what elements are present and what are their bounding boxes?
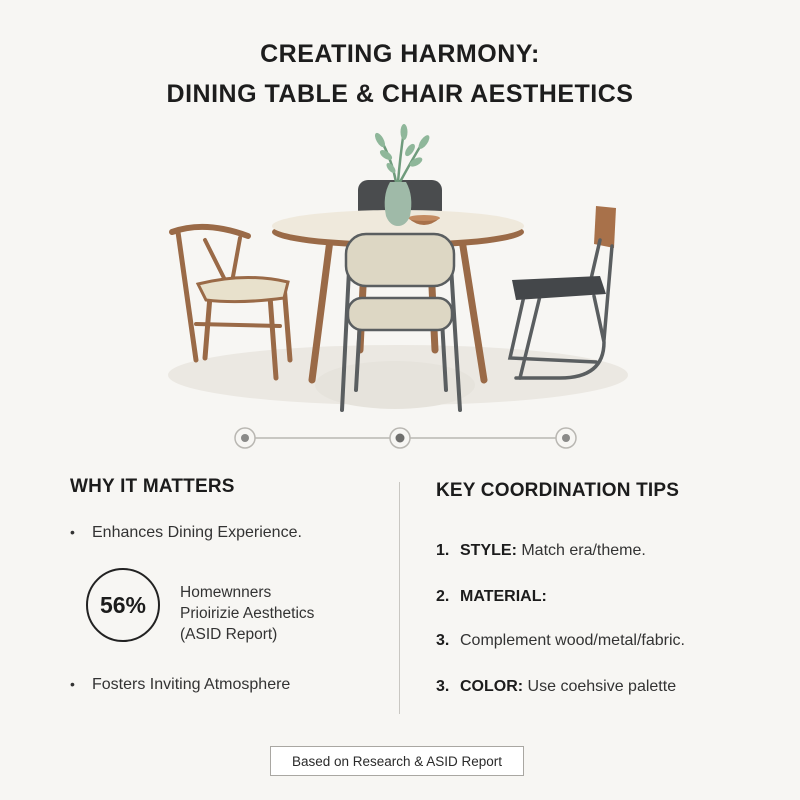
page-title: [0, 34, 800, 114]
stat-line-1: Homewnners: [180, 584, 272, 601]
tip-text: Use coehsive palette: [523, 678, 677, 695]
step-dot-3[interactable]: [556, 428, 576, 448]
tip-number: 1.: [436, 542, 450, 559]
wishbone-seat: [198, 277, 288, 301]
step-dot-1[interactable]: [235, 428, 255, 448]
step-dot-2[interactable]: [390, 428, 410, 448]
tip-key: COLOR:: [460, 678, 524, 695]
tip-item: [436, 632, 685, 650]
why-it-matters-heading: WHY IT MATTERS: [70, 476, 235, 497]
stat-description: [180, 582, 314, 645]
bullet-item-experience: [70, 524, 302, 542]
source-footer: Based on Research & ASID Report: [270, 746, 524, 776]
stat-circle: 56%: [86, 568, 160, 642]
tip-number: 2.: [436, 588, 450, 605]
metal-chair: [510, 206, 616, 378]
bullet-text: Enhances Dining Experience.: [92, 524, 302, 541]
tip-key: MATERIAL:: [460, 588, 547, 605]
tips-heading: KEY COORDINATION TIPS: [436, 480, 680, 501]
bullet-text: Fosters Inviting Atmosphere: [92, 676, 291, 693]
title-line-1: CREATING HARMONY:: [260, 40, 540, 68]
stat-line-3: (ASID Report): [180, 626, 278, 643]
bullet-item-atmosphere: [70, 676, 290, 694]
dining-set-illustration: [150, 120, 650, 420]
stat-line-2: Prioirizie Aesthetics: [180, 605, 315, 622]
tip-item: [436, 542, 646, 560]
bullet-icon: •: [70, 524, 75, 540]
coordination-tips-section: [436, 480, 776, 695]
tip-key: STYLE:: [460, 542, 517, 559]
tip-text: Complement wood/metal/fabric.: [460, 632, 685, 649]
tip-item: [436, 588, 547, 606]
bullet-icon: •: [70, 676, 75, 692]
tip-text: Match era/theme.: [516, 542, 646, 559]
tip-number: 3.: [436, 632, 450, 649]
tip-number: 3.: [436, 678, 450, 695]
why-it-matters-section: [70, 476, 390, 693]
tip-item: [436, 678, 676, 696]
floor-shadow-center: [315, 361, 475, 409]
column-divider: [399, 482, 400, 714]
title-line-2: DINING TABLE & CHAIR AESTHETICS: [166, 80, 634, 108]
carousel-stepper: [225, 424, 585, 454]
